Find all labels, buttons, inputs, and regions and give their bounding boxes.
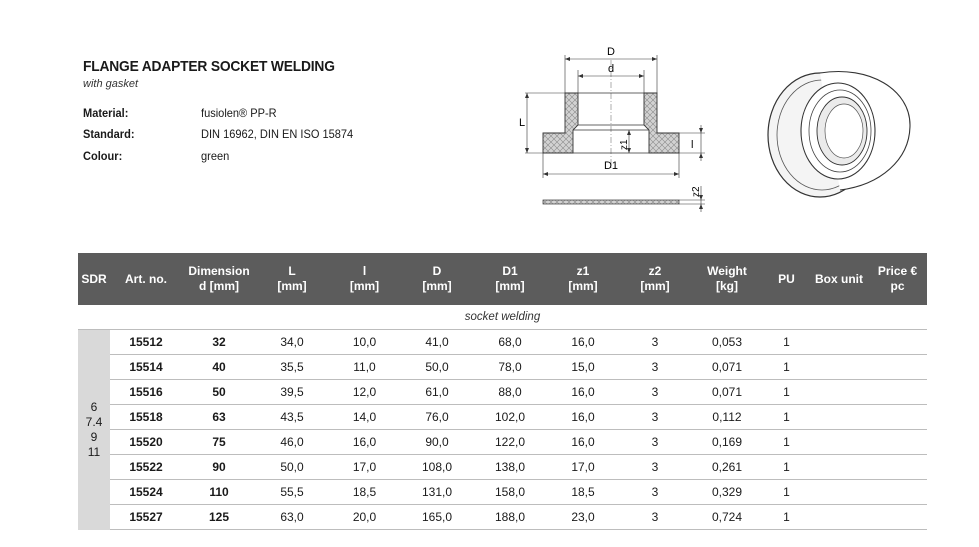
standard-value: DIN 16962, DIN EN ISO 15874: [201, 127, 354, 141]
cell-l: 14,0: [328, 405, 401, 430]
cell-box-unit: [810, 430, 868, 455]
cell-D1: 138,0: [473, 455, 547, 480]
cell-z2: 3: [619, 430, 691, 455]
cell-z2: 3: [619, 480, 691, 505]
header-pu: PU: [763, 253, 810, 305]
cell-art-no: 15527: [110, 505, 182, 530]
label-z1: z1: [619, 139, 630, 150]
cell-D: 90,0: [401, 430, 473, 455]
technical-drawing: [515, 40, 720, 215]
colour-label: Colour:: [83, 149, 123, 163]
cell-box-unit: [810, 330, 868, 355]
header-z2: z2 [mm]: [619, 253, 691, 305]
cell-pu: 1: [763, 355, 810, 380]
header-dimension: Dimension d [mm]: [182, 253, 256, 305]
cell-D: 41,0: [401, 330, 473, 355]
header-sdr: SDR: [78, 253, 110, 305]
cell-pu: 1: [763, 330, 810, 355]
header-weight: Weight [kg]: [691, 253, 763, 305]
cell-z1: 23,0: [547, 505, 619, 530]
cell-D: 50,0: [401, 355, 473, 380]
cell-box-unit: [810, 455, 868, 480]
section-label: socket welding: [78, 305, 927, 330]
cell-art-no: 15512: [110, 330, 182, 355]
table-row: [78, 330, 927, 355]
label-l: l: [691, 139, 694, 151]
cell-D: 131,0: [401, 480, 473, 505]
cell-l: 20,0: [328, 505, 401, 530]
cell-z1: 18,5: [547, 480, 619, 505]
section-row: [78, 305, 927, 330]
cell-D1: 122,0: [473, 430, 547, 455]
header-L: L [mm]: [256, 253, 328, 305]
cell-weight: 0,261: [691, 455, 763, 480]
gasket-section: [543, 200, 679, 204]
table-row: [78, 505, 927, 530]
cell-l: 18,5: [328, 480, 401, 505]
label-L: L: [519, 117, 526, 129]
product-title: FLANGE ADAPTER SOCKET WELDING: [83, 58, 335, 75]
cell-D1: 88,0: [473, 380, 547, 405]
table-row: [78, 355, 927, 380]
cell-art-no: 15524: [110, 480, 182, 505]
header-box-unit: Box unit: [810, 253, 868, 305]
table-row: [78, 430, 927, 455]
cell-box-unit: [810, 355, 868, 380]
cell-z2: 3: [619, 380, 691, 405]
cell-z2: 3: [619, 505, 691, 530]
product-subtitle: with gasket: [83, 78, 139, 90]
cell-dimension: 110: [182, 480, 256, 505]
cell-pu: 1: [763, 430, 810, 455]
cell-L: 50,0: [256, 455, 328, 480]
cell-art-no: 15520: [110, 430, 182, 455]
table-header-row: [78, 253, 927, 305]
cell-art-no: 15514: [110, 355, 182, 380]
colour-value: green: [201, 149, 230, 163]
sdr-cell: 6 7.4 9 11: [78, 330, 110, 530]
cell-L: 34,0: [256, 330, 328, 355]
cell-weight: 0,724: [691, 505, 763, 530]
cell-dimension: 40: [182, 355, 256, 380]
cell-l: 10,0: [328, 330, 401, 355]
cell-dimension: 75: [182, 430, 256, 455]
cell-D1: 188,0: [473, 505, 547, 530]
header-z1: z1 [mm]: [547, 253, 619, 305]
cell-z1: 15,0: [547, 355, 619, 380]
cell-z2: 3: [619, 330, 691, 355]
cell-z1: 17,0: [547, 455, 619, 480]
cell-L: 46,0: [256, 430, 328, 455]
header-price: Price € pc: [868, 253, 927, 305]
cell-price: [868, 455, 927, 480]
cell-dimension: 125: [182, 505, 256, 530]
cell-z1: 16,0: [547, 330, 619, 355]
cell-dimension: 63: [182, 405, 256, 430]
cell-dimension: 50: [182, 380, 256, 405]
cell-l: 12,0: [328, 380, 401, 405]
cell-pu: 1: [763, 455, 810, 480]
label-z2: z2: [691, 186, 702, 197]
cell-L: 35,5: [256, 355, 328, 380]
cell-art-no: 15522: [110, 455, 182, 480]
cell-D: 76,0: [401, 405, 473, 430]
cell-pu: 1: [763, 505, 810, 530]
cell-price: [868, 480, 927, 505]
cell-weight: 0,053: [691, 330, 763, 355]
cell-l: 16,0: [328, 430, 401, 455]
cell-L: 55,5: [256, 480, 328, 505]
cell-price: [868, 355, 927, 380]
cell-price: [868, 405, 927, 430]
header-D1: D1 [mm]: [473, 253, 547, 305]
cell-pu: 1: [763, 380, 810, 405]
cell-weight: 0,071: [691, 380, 763, 405]
cell-z2: 3: [619, 355, 691, 380]
cell-D1: 158,0: [473, 480, 547, 505]
cell-D: 61,0: [401, 380, 473, 405]
cell-L: 43,5: [256, 405, 328, 430]
cell-art-no: 15518: [110, 405, 182, 430]
header-l: l [mm]: [328, 253, 401, 305]
header-art-no: Art. no.: [110, 253, 182, 305]
cell-weight: 0,169: [691, 430, 763, 455]
product-illustration: [760, 55, 925, 205]
cell-z1: 16,0: [547, 405, 619, 430]
cell-D1: 102,0: [473, 405, 547, 430]
cell-z1: 16,0: [547, 430, 619, 455]
cell-z1: 16,0: [547, 380, 619, 405]
cell-l: 11,0: [328, 355, 401, 380]
cell-dimension: 90: [182, 455, 256, 480]
table-row: [78, 455, 927, 480]
label-D1: D1: [603, 160, 619, 172]
cell-price: [868, 380, 927, 405]
cell-pu: 1: [763, 405, 810, 430]
cell-D1: 78,0: [473, 355, 547, 380]
specification-table: [78, 253, 927, 530]
table-row: [78, 405, 927, 430]
cell-price: [868, 330, 927, 355]
standard-label: Standard:: [83, 127, 135, 141]
cell-box-unit: [810, 505, 868, 530]
cell-L: 39,5: [256, 380, 328, 405]
table-row: [78, 380, 927, 405]
cell-z2: 3: [619, 405, 691, 430]
cell-art-no: 15516: [110, 380, 182, 405]
cell-D1: 68,0: [473, 330, 547, 355]
cell-z2: 3: [619, 455, 691, 480]
label-D: D: [607, 46, 615, 58]
table-row: [78, 480, 927, 505]
cell-weight: 0,329: [691, 480, 763, 505]
material-value: fusiolen® PP-R: [201, 106, 277, 120]
cell-box-unit: [810, 480, 868, 505]
cell-D: 108,0: [401, 455, 473, 480]
cell-weight: 0,071: [691, 355, 763, 380]
cell-L: 63,0: [256, 505, 328, 530]
section-left: [543, 93, 578, 153]
cell-price: [868, 505, 927, 530]
material-label: Material:: [83, 106, 129, 120]
cell-box-unit: [810, 380, 868, 405]
cell-pu: 1: [763, 480, 810, 505]
section-right: [644, 93, 679, 153]
cell-l: 17,0: [328, 455, 401, 480]
cell-D: 165,0: [401, 505, 473, 530]
cell-weight: 0,112: [691, 405, 763, 430]
cell-price: [868, 430, 927, 455]
header-D: D [mm]: [401, 253, 473, 305]
cell-box-unit: [810, 405, 868, 430]
label-d: d: [607, 63, 615, 75]
cell-dimension: 32: [182, 330, 256, 355]
